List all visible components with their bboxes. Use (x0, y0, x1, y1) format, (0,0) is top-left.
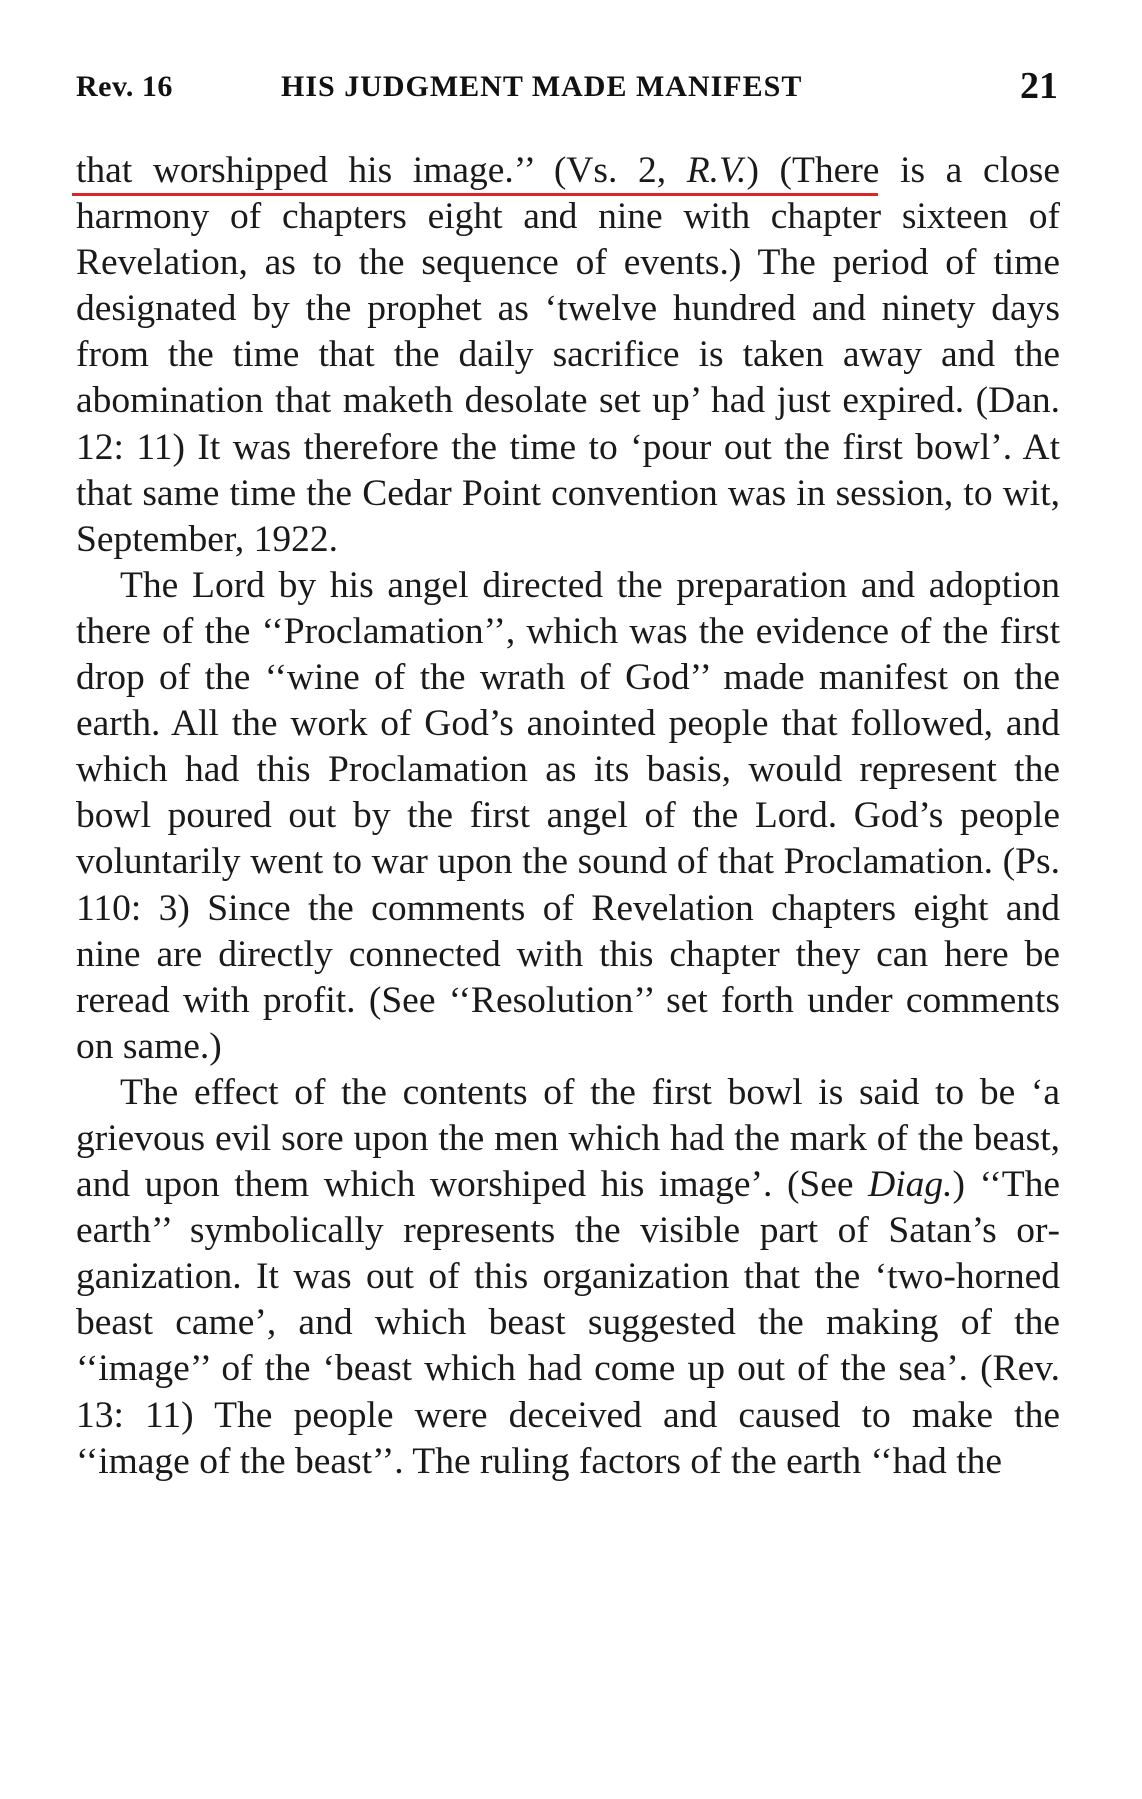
chapter-reference: Rev. 16 (76, 70, 173, 103)
paragraph-1 (76, 148, 1060, 563)
page-number: 21 (1020, 65, 1058, 107)
text-segment: ) (There is a close harmony of chapters eight and nine with chapter sixteen of Revelation, as to the sequence of events.) The period of time designated by the prophet as ‘twelve hundred and ninety days from the time that the daily sacrifice is taken away and the abomination that maketh desolate set up’ had just expired. (Dan. 12: 11) It was therefore the time to ‘pour out the first bowl’. At that same time the Cedar Point convention was in session, to wit, September, 1922. (76, 150, 1060, 560)
text-segment: ) ‘‘The earth’’ symbolically represents the visible part of Satan’s organization. It was out of this organization that the ‘two-horned beast came’, and which beast suggested the making of the ‘‘image’’ of the ‘beast which had come up out of the sea’. (Rev. 13: 11) The people were deceived and caused to make the ‘‘image of the beast’’. The ruling factors of the earth ‘‘had the (76, 1164, 1060, 1482)
paragraph-3 (76, 1070, 1060, 1485)
running-title: HIS JUDGMENT MADE MANIFEST (281, 70, 803, 103)
text-segment: that worshipped his image.’’ (Vs. 2, (76, 150, 687, 191)
text-segment-italic: R.V. (686, 150, 747, 191)
text-segment: The effect of the contents of the first bowl is said to be ‘a grievous evil sore upon the men which had the mark of the beast, and upon them which worshiped his image’. (See (76, 1071, 1060, 1206)
body-text (76, 148, 1060, 1485)
text-segment-italic: Diag. (868, 1164, 953, 1206)
paragraph-2 (76, 563, 1060, 1070)
text-segment: The Lord by his angel directed the preparation and adoption there of the ‘‘Proclamation’’, which was the evidence of the first drop of the ‘‘wine of the wrath of God’’ made manifest on the earth. All the work of God’s anointed people that followed, and which had this Proclamation as its basis, would represent the bowl poured out by the first angel of the Lord. God’s people voluntarily went to war upon the sound of that Proclamation. (Ps. 110: 3) Since the comments of Revelation chapters eight and nine are directly connected with this chapter they can here be reread with profit. (See ‘‘Resolution’’ set forth under comments on same.) (76, 564, 1060, 1067)
running-head (76, 60, 1066, 116)
